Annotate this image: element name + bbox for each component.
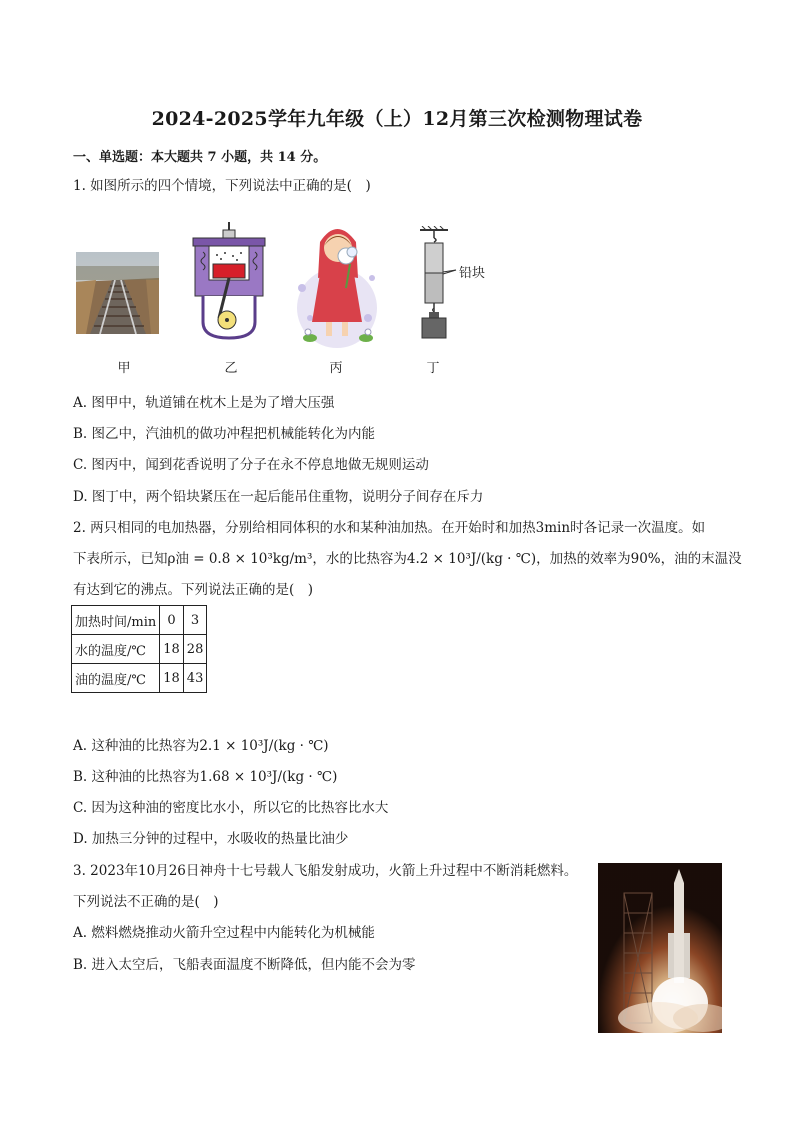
engine-cylinder-diagram [189,222,269,342]
section-heading: 一、单选题：本大题共 7 小题，共 14 分。 [73,150,327,165]
q2-option-c: C. 因为这种油的密度比水小，所以它的比热容比水大 [73,800,389,816]
table-cell: 43 [183,664,207,693]
table-row [72,635,207,664]
table-row [72,606,207,635]
q1-option-a: A. 图甲中，轨道铺在枕木上是为了增大压强 [73,395,335,411]
q2-stem-line-2: 下表所示，已知ρ油 = 0.8 × 10³kg/m³，水的比热容为4.2 × 10³J/(kg · ℃)，加热的效率为90%，油的末温没 [73,551,742,567]
q2-option-a: A. 这种油的比热容为2.1 × 10³J/(kg · ℃) [73,738,329,754]
q3-stem-line-2: 下列说法不正确的是( ) [73,894,219,910]
table-cell: 18 [160,635,184,664]
q2-stem-line-3: 有达到它的沸点。下列说法正确的是( ) [73,582,314,598]
table-cell: 0 [160,606,184,635]
q2-option-b: B. 这种油的比热容为1.68 × 10³J/(kg · ℃) [73,769,338,785]
q1-option-c: C. 图丙中，闻到花香说明了分子在永不停息地做无规则运动 [73,457,429,473]
figure-label-yi: 乙 [224,361,238,376]
figure-label-bing: 丙 [329,361,343,376]
girl-smelling-flowers-illustration [290,218,384,348]
table-cell: 油的温度/℃ [72,664,160,693]
q3-option-b: B. 进入太空后，飞船表面温度不断降低，但内能不会为零 [73,957,416,973]
table-row [72,664,207,693]
railway-track-image [76,252,159,334]
q1-option-b: B. 图乙中，汽油机的做功冲程把机械能转化为内能 [73,426,376,442]
figure-label-ding: 丁 [426,361,440,376]
q1-stem: 1. 如图所示的四个情境，下列说法中正确的是( ) [73,178,371,194]
table-cell: 加热时间/min [72,606,160,635]
q2-stem-line-1: 2. 两只相同的电加热器，分别给相同体积的水和某种油加热。在开始时和加热3min时各记录一次温度。如 [73,520,706,536]
q3-option-a: A. 燃料燃烧推动火箭升空过程中内能转化为机械能 [73,925,375,941]
rocket-launch-photo [598,863,722,1033]
figure-label-jia: 甲 [117,361,131,376]
q1-option-d: D. 图丁中，两个铅块紧压在一起后能吊住重物，说明分子间存在斥力 [73,489,484,505]
page-title: 2024-2025学年九年级（上）12月第三次检测物理试卷 [151,108,643,130]
table-cell: 28 [183,635,207,664]
q2-option-d: D. 加热三分钟的过程中，水吸收的热量比油少 [73,831,349,847]
table-cell: 水的温度/℃ [72,635,160,664]
lead-block-label: 铅块 [459,266,486,281]
q3-stem-line-1: 3. 2023年10月26日神舟十七号载人飞船发射成功，火箭上升过程中不断消耗燃料。 [73,863,578,879]
temperature-table [71,605,207,693]
table-cell: 18 [160,664,184,693]
table-cell: 3 [183,606,207,635]
